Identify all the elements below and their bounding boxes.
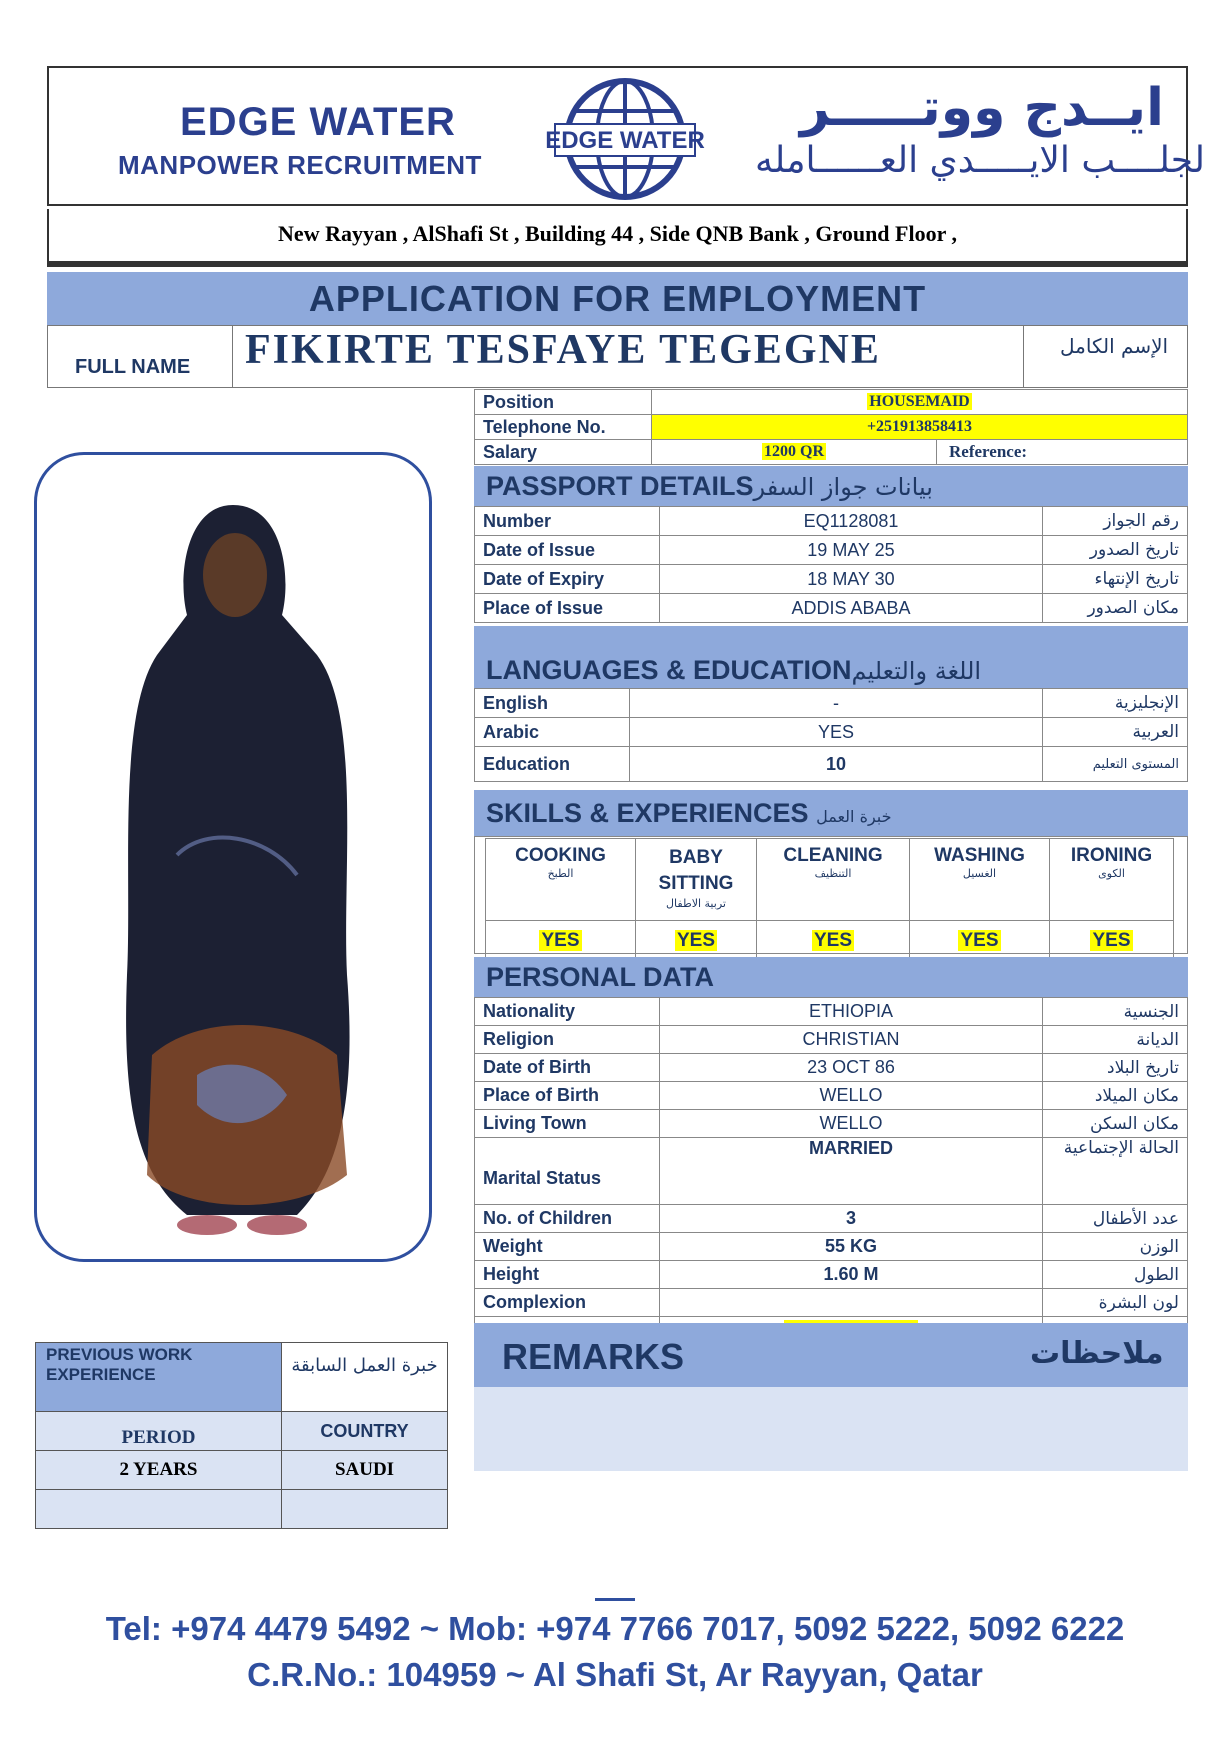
skill-label-ar: تربية الاطفال [666, 897, 726, 910]
passport-number-value: EQ1128081 [660, 507, 1043, 536]
marital-status-value: MARRIED [660, 1138, 1043, 1205]
divider [1023, 325, 1024, 388]
table-row [475, 415, 1188, 440]
height-value: 1.60 M [660, 1261, 1043, 1289]
reference-label: Reference: [937, 440, 1188, 465]
living-town-ar: مكان السكن [1043, 1110, 1188, 1138]
table-row [36, 1451, 448, 1490]
table-row [475, 718, 1188, 747]
previous-work-title-ar: خبرة العمل السابقة [282, 1343, 448, 1412]
skill-cooking [486, 839, 636, 921]
languages-title: LANGUAGES & EDUCATION [486, 655, 852, 685]
education-label: Education [475, 747, 630, 782]
previous-work-table [35, 1342, 448, 1529]
company-subtitle-ar: لجلــــب الايـــــدي العــــــامله [755, 140, 1205, 181]
skill-cleaning [757, 839, 910, 921]
personal-title: PERSONAL DATA [486, 962, 715, 992]
issue-place-value: ADDIS ABABA [660, 594, 1043, 623]
issue-date-value: 19 MAY 25 [660, 536, 1043, 565]
position-value: HOUSEMAID [869, 393, 970, 410]
table-row [475, 594, 1188, 623]
globe-logo-icon [545, 76, 705, 202]
divider [232, 325, 233, 388]
education-ar: المستوى التعليم [1043, 747, 1188, 782]
table-row [486, 921, 1174, 962]
english-label: English [475, 689, 630, 718]
remarks-title-ar: ملاحظات [1030, 1336, 1164, 1371]
skill-value: YES [541, 930, 580, 951]
footer-contact: Tel: +974 4479 5492 ~ Mob: +974 7766 7017, 5092 5222, 5092 6222 [105, 1610, 1125, 1647]
nationality-label: Nationality [475, 998, 660, 1026]
languages-table [474, 688, 1188, 782]
country-empty [282, 1490, 448, 1529]
table-row [475, 1205, 1188, 1233]
weight-value: 55 KG [660, 1233, 1043, 1261]
logo-center-text: EDGE WATER [545, 127, 705, 154]
complexion-ar: لون البشرة [1043, 1289, 1188, 1317]
table-row [475, 1054, 1188, 1082]
marital-status-label: Marital Status [475, 1138, 660, 1205]
skill-label: BABY SITTING [658, 847, 734, 894]
divider [47, 263, 1188, 267]
skill-label: IRONING [1070, 845, 1153, 866]
personal-section-header [474, 957, 1188, 997]
birthplace-label: Place of Birth [475, 1082, 660, 1110]
skills-title-ar: خبرة العمل [816, 807, 892, 826]
languages-section-header [474, 626, 1188, 688]
children-ar: عدد الأطفال [1043, 1205, 1188, 1233]
height-label: Height [475, 1261, 660, 1289]
skills-title: SKILLS & EXPERIENCES [486, 798, 809, 828]
table-row [475, 390, 1188, 415]
table-row [475, 1261, 1188, 1289]
country-value: SAUDI [282, 1451, 448, 1490]
height-ar: الطول [1043, 1261, 1188, 1289]
skill-value: YES [960, 930, 999, 951]
company-name-ar: ايــدج ووتـــــر [800, 78, 1164, 138]
passport-section-header [474, 466, 1188, 506]
issue-place-ar: مكان الصدور [1043, 594, 1188, 623]
religion-label: Religion [475, 1026, 660, 1054]
personal-table [474, 997, 1188, 1345]
table-row [486, 839, 1174, 921]
children-value: 3 [660, 1205, 1043, 1233]
salary-label: Salary [475, 440, 652, 465]
skill-label: CLEANING [783, 845, 883, 866]
table-row [475, 1026, 1188, 1054]
skill-ironing [1050, 839, 1174, 921]
remarks-title: REMARKS [502, 1336, 685, 1377]
company-name-en: EDGE WATER [180, 100, 456, 144]
table-row [36, 1412, 448, 1451]
passport-title-ar: بيانات جواز السفر [753, 473, 933, 501]
living-town-value: WELLO [660, 1110, 1043, 1138]
table-row [475, 689, 1188, 718]
education-value: 10 [630, 747, 1043, 782]
nationality-ar: الجنسية [1043, 998, 1188, 1026]
passport-number-ar: رقم الجواز [1043, 507, 1188, 536]
passport-number-label: Number [475, 507, 660, 536]
expiry-date-value: 18 MAY 30 [660, 565, 1043, 594]
passport-table [474, 506, 1188, 623]
table-row [475, 1138, 1188, 1205]
footer-registration: C.R.No.: 104959 ~ Al Shafi St, Ar Rayyan, Qatar [247, 1656, 983, 1693]
arabic-value: YES [630, 718, 1043, 747]
skill-label: COOKING [515, 845, 606, 866]
applicant-photo [34, 452, 432, 1262]
birthplace-ar: مكان الميلاد [1043, 1082, 1188, 1110]
table-row [475, 565, 1188, 594]
page-title: APPLICATION FOR EMPLOYMENT [47, 272, 1188, 326]
religion-ar: الديانة [1043, 1026, 1188, 1054]
period-value: 2 YEARS [36, 1451, 282, 1490]
skill-value: YES [676, 930, 716, 951]
skill-label: WASHING [934, 845, 1025, 866]
telephone-label: Telephone No. [475, 415, 652, 440]
table-row [475, 1289, 1188, 1317]
skill-label-ar: الطبخ [547, 867, 574, 880]
table-row [475, 1110, 1188, 1138]
children-label: No. of Children [475, 1205, 660, 1233]
skills-table [485, 838, 1174, 962]
full-name-label: FULL NAME [75, 356, 191, 378]
dob-value: 23 OCT 86 [660, 1054, 1043, 1082]
skill-value: YES [1092, 930, 1131, 951]
telephone-value: +251913858413 [652, 415, 1188, 440]
dob-ar: تاريخ البلاد [1043, 1054, 1188, 1082]
english-ar: الإنجليزية [1043, 689, 1188, 718]
passport-title: PASSPORT DETAILS [486, 471, 754, 501]
table-row [475, 507, 1188, 536]
full-name-label-ar: الإسم الكامل [1060, 334, 1169, 358]
nationality-value: ETHIOPIA [660, 998, 1043, 1026]
skill-value: YES [813, 930, 853, 951]
expiry-date-ar: تاريخ الإنتهاء [1043, 565, 1188, 594]
issue-date-label: Date of Issue [475, 536, 660, 565]
company-subtitle-en: MANPOWER RECRUITMENT [118, 150, 482, 180]
table-row [475, 536, 1188, 565]
complexion-label: Complexion [475, 1289, 660, 1317]
issue-date-ar: تاريخ الصدور [1043, 536, 1188, 565]
arabic-ar: العربية [1043, 718, 1188, 747]
table-row [475, 440, 1188, 465]
country-label: COUNTRY [282, 1412, 448, 1451]
english-value: - [630, 689, 1043, 718]
issue-place-label: Place of Issue [475, 594, 660, 623]
table-row [475, 747, 1188, 782]
skill-label-ar: الغسيل [962, 867, 997, 880]
skills-section-header [474, 790, 1188, 836]
skill-label-ar: التنظيف [814, 867, 852, 880]
job-table [474, 389, 1188, 465]
table-row [475, 1233, 1188, 1261]
skill-washing [910, 839, 1050, 921]
languages-title-ar: اللغة والتعليم [851, 657, 982, 685]
dob-label: Date of Birth [475, 1054, 660, 1082]
religion-value: CHRISTIAN [660, 1026, 1043, 1054]
previous-work-title: PREVIOUS WORK EXPERIENCE [36, 1343, 282, 1412]
period-label: PERIOD [36, 1412, 282, 1451]
company-address: New Rayyan , AlShafi St , Building 44 , Side QNB Bank , Ground Floor , [47, 209, 1188, 263]
table-row [475, 1082, 1188, 1110]
table-row [36, 1343, 448, 1412]
skill-baby-sitting [636, 839, 757, 921]
marital-status-ar: الحالة الإجتماعية [1043, 1138, 1188, 1205]
expiry-date-label: Date of Expiry [475, 565, 660, 594]
period-empty [36, 1490, 282, 1529]
applicant-figure-icon [37, 455, 429, 1259]
position-label: Position [475, 390, 652, 415]
complexion-value [660, 1289, 1043, 1317]
weight-label: Weight [475, 1233, 660, 1261]
salary-value: 1200 QR [764, 443, 824, 460]
table-row [475, 998, 1188, 1026]
living-town-label: Living Town [475, 1110, 660, 1138]
weight-ar: الوزن [1043, 1233, 1188, 1261]
skill-label-ar: الكوى [1098, 867, 1125, 880]
table-row [36, 1490, 448, 1529]
arabic-label: Arabic [475, 718, 630, 747]
full-name-value: FIKIRTE TESFAYE TEGEGNE [245, 327, 881, 373]
birthplace-value: WELLO [660, 1082, 1043, 1110]
footer-mark [595, 1598, 635, 1601]
